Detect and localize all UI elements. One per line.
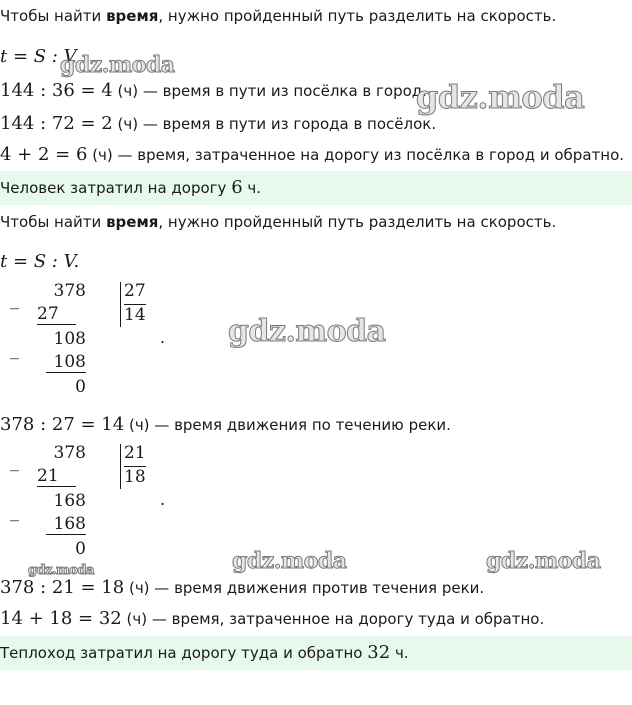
step-1-3-math: 4 + 2 = 6 (0, 144, 88, 165)
step-1-1-math: 144 : 36 = 4 (0, 80, 113, 101)
subtrahend: 21 (37, 467, 76, 487)
minus-sign: _ (10, 289, 19, 310)
answer-2-number: 32 (367, 642, 391, 663)
watermark-logo: gdz.moda (228, 314, 386, 349)
division-bar (120, 282, 121, 327)
period: . (160, 328, 166, 347)
intro-text-1-start: Чтобы найти (0, 7, 107, 25)
step-2-2 (0, 578, 484, 598)
final-remainder: 0 (75, 539, 86, 559)
answer-1-unit: ч. (242, 179, 262, 197)
watermark-logo: gdz.moda (28, 563, 95, 578)
step-2-1 (0, 415, 451, 435)
period: . (160, 490, 166, 509)
formula-2 (0, 252, 79, 272)
divisor: 27 (124, 281, 146, 301)
intro-text-1-bold: время (106, 7, 159, 25)
answer-box-1 (0, 171, 632, 205)
remainder: 168 (53, 491, 86, 511)
answer-1-text: Человек затратил на дорогу (0, 179, 232, 197)
intro-text-2-bold: время (106, 213, 159, 231)
minus-sign: _ (10, 339, 19, 360)
subtrahend: 108 (46, 353, 86, 373)
step-2-2-math: 378 : 21 = 18 (0, 577, 125, 598)
watermark-logo: gdz.moda (486, 548, 601, 574)
dividend: 378 (53, 281, 86, 301)
step-2-3-text: (ч) — время, затраченное на дорогу туда и обратно. (121, 610, 545, 628)
intro-text-2 (0, 212, 556, 232)
answer-box-2 (0, 636, 632, 670)
watermark-logo: gdz.moda (232, 548, 347, 574)
remainder: 108 (53, 329, 86, 349)
subtrahend: 27 (37, 305, 76, 325)
minus-sign: _ (10, 501, 19, 522)
watermark-logo: gdz.moda (416, 78, 585, 116)
answer-2-text: Теплоход затратил на дорогу туда и обратно (0, 644, 368, 662)
divisor: 21 (124, 443, 146, 463)
intro-text-1-end: , нужно пройденный путь разделить на скорость. (158, 7, 557, 25)
step-1-3-text: (ч) — время, затраченное на дорогу из посёлка в город и обратно. (87, 146, 625, 164)
intro-text-2-end: , нужно пройденный путь разделить на скорость. (158, 213, 557, 231)
step-1-2-math: 144 : 72 = 2 (0, 113, 113, 134)
step-2-3 (0, 609, 544, 629)
minus-sign: _ (10, 451, 19, 472)
step-1-1-text: (ч) — время в пути из посёлка в город. (112, 82, 427, 100)
step-2-1-math: 378 : 27 = 14 (0, 414, 125, 435)
division-bar (120, 444, 121, 489)
quotient: 18 (124, 467, 146, 487)
answer-1-number: 6 (231, 177, 243, 198)
intro-text-1 (0, 6, 556, 26)
step-2-1-text: (ч) — время движения по течению реки. (124, 416, 451, 434)
dividend: 378 (53, 443, 86, 463)
final-remainder: 0 (75, 377, 86, 397)
subtrahend: 168 (46, 515, 86, 535)
formula-2-math: t = S : V. (0, 251, 80, 272)
step-1-3 (0, 145, 624, 165)
formula-1-math: t = S : V (0, 46, 77, 67)
step-1-1 (0, 81, 427, 101)
intro-text-2-start: Чтобы найти (0, 213, 107, 231)
answer-2-unit: ч. (390, 644, 409, 662)
step-1-2-text: (ч) — время в пути из города в посёлок. (112, 115, 437, 133)
quotient: 14 (124, 305, 146, 325)
step-2-3-math: 14 + 18 = 32 (0, 608, 122, 629)
watermark-logo: gdz.moda (60, 52, 175, 78)
step-2-2-text: (ч) — время движения против течения реки. (124, 579, 485, 597)
step-1-2 (0, 114, 436, 134)
